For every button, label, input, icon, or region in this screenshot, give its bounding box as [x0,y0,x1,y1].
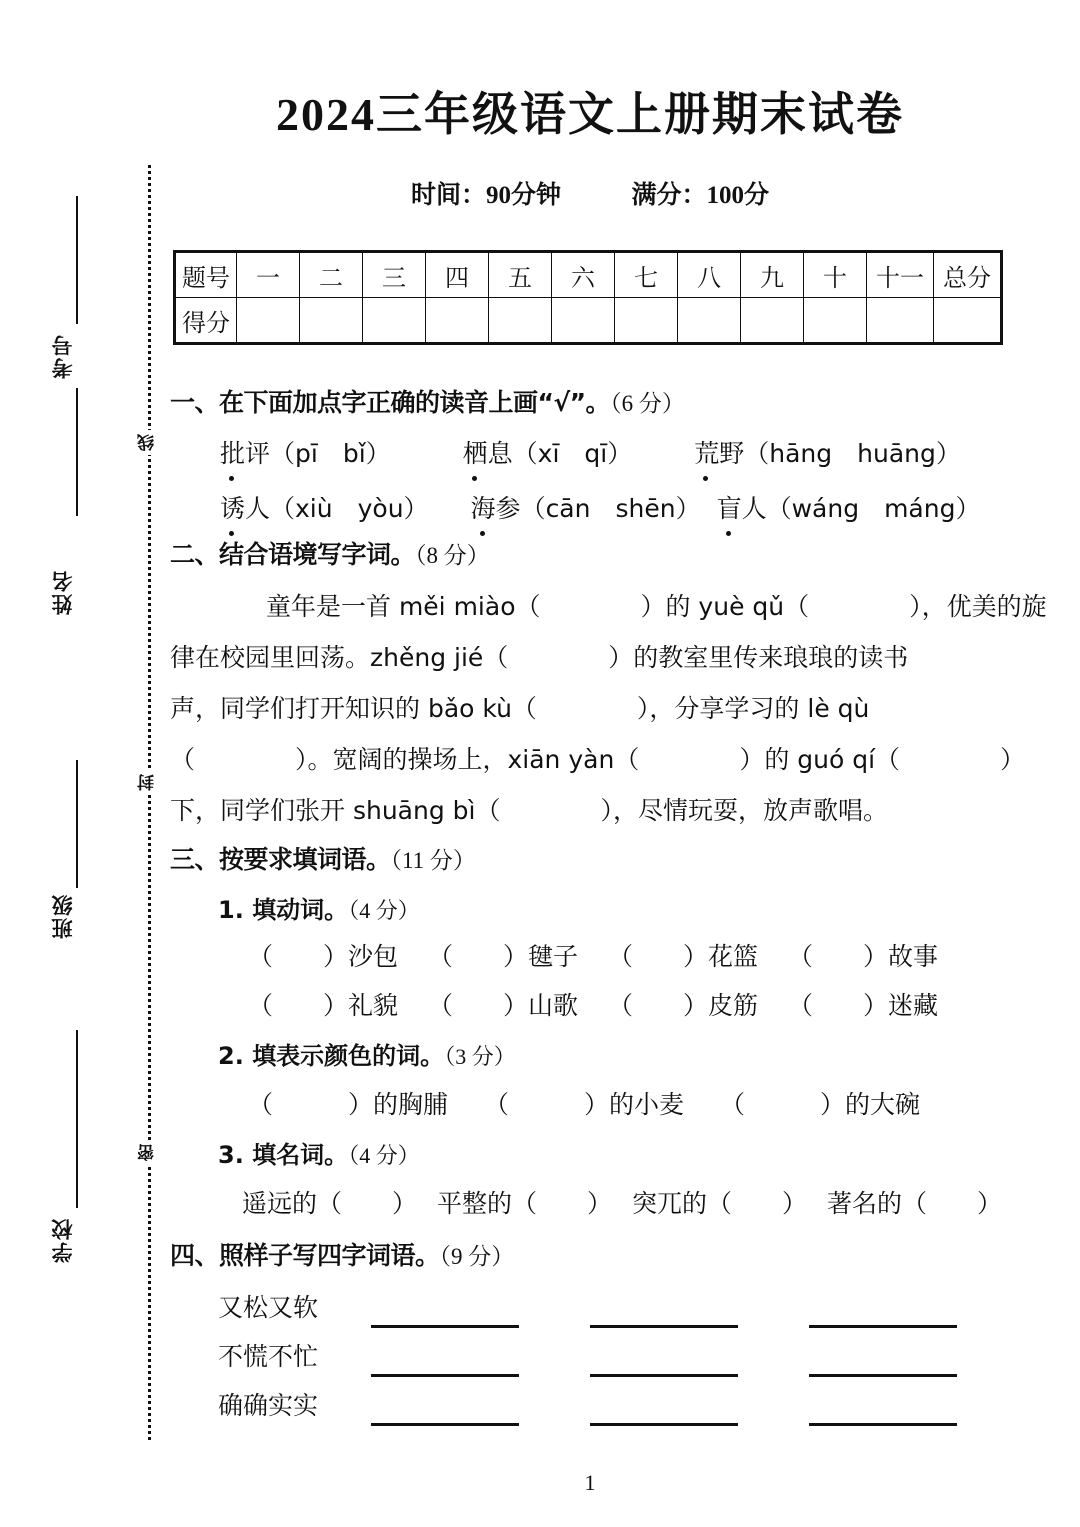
score-table-col-10: 十 [804,252,867,298]
pinyin-options-6[interactable]: （wáng máng） [766,494,981,523]
four-char-blank-2-2[interactable] [590,1374,738,1377]
seal-rule-kaohao [76,196,78,324]
color-blank-2[interactable]: （ ）的小麦 [484,1090,685,1119]
score-cell-8[interactable] [678,298,741,344]
verb-blank-1[interactable]: （ ）沙包 [248,942,399,971]
seal-rule-banji [76,760,78,888]
score-table-col-total: 总分 [934,252,1002,298]
score-table-col-9: 九 [741,252,804,298]
verb-blank-4[interactable]: （ ）故事 [788,942,939,971]
verb-blank-3[interactable]: （ ）花篮 [608,942,759,971]
section-2-paragraph-line-3[interactable]: 声，同学们打开知识的 bǎo kù（ ），分享学习的 lè qù [170,694,870,723]
seal-margin [0,0,170,1527]
section-3-number: 三、 [170,845,220,874]
score-table-col-11: 十一 [867,252,934,298]
subsection-3-2-title: 填表示颜色的词。 [252,1042,445,1070]
section-heading-1 [170,383,685,419]
pinyin-options-3[interactable]: （hāng huāng） [744,439,961,468]
pinyin-word-3: 荒野 [694,434,744,470]
table-row-question-numbers [175,252,1002,298]
noun-blank-3[interactable]: 突兀的（ ） [632,1189,808,1218]
score-cell-5[interactable] [489,298,552,344]
subsection-3-3-number: 3. [218,1141,244,1169]
score-table-col-2: 二 [300,252,363,298]
color-fill-row-1 [248,1085,920,1121]
score-table-row-label-1: 得分 [175,298,237,344]
score-table-col-8: 八 [678,252,741,298]
exam-time-label: 时间：90分钟 [410,182,561,209]
section-heading-4 [170,1236,514,1272]
four-char-sample-1: 又松又软 [218,1293,319,1322]
score-table-col-3: 三 [363,252,426,298]
four-char-blank-1-1[interactable] [371,1325,519,1328]
score-cell-9[interactable] [741,298,804,344]
four-char-blank-1-3[interactable] [809,1325,957,1328]
seal-field-xingming: 姓名 [51,569,75,615]
section-2-paragraph-line-2[interactable]: 律在校园里回荡。zhěng jié（ ）的教室里传来琅琅的读书 [170,643,909,672]
section-1-title: 在下面加点字正确的读音上画“√”。 [219,388,611,417]
score-table-col-4: 四 [426,252,489,298]
table-row-scores [175,298,1002,344]
pinyin-word-2: 栖息 [463,434,513,470]
section-2-number: 二、 [170,540,220,569]
page-title: 2024三年级语文上册期末试卷 [276,89,904,140]
section-3-points: （11 分） [390,848,476,873]
dotted-label-xian: 线 [135,430,167,455]
section-1-number: 一、 [170,388,220,417]
noun-blank-2[interactable]: 平整的（ ） [437,1189,613,1218]
score-table-col-5: 五 [489,252,552,298]
section-2-points: （8 分） [415,543,490,568]
subsection-3-3-points: （4 分） [348,1143,420,1168]
pinyin-options-2[interactable]: （xī qī） [512,439,633,468]
pinyin-word-6: 盲人 [717,489,767,525]
pinyin-options-5[interactable]: （cān shēn） [520,494,701,523]
page-number: 1 [584,1470,596,1495]
score-table-row-label-0: 题号 [175,252,237,298]
seal-rule-xuexiao [76,1030,78,1208]
section-heading-3 [170,840,476,876]
seal-field-banji: 班级 [51,893,75,939]
seal-rule-xingming [76,388,78,516]
verb-fill-row-2 [248,986,938,1022]
section-heading-2 [170,535,490,571]
section-2-title: 结合语境写字词。 [219,540,416,569]
verb-blank-6[interactable]: （ ）山歌 [428,991,579,1020]
score-table-col-1: 一 [237,252,300,298]
noun-blank-4[interactable]: 著名的（ ） [827,1189,1003,1218]
score-cell-11[interactable] [867,298,934,344]
noun-blank-1[interactable]: 遥远的（ ） [242,1189,418,1218]
subsection-3-1-title: 填动词。 [252,896,349,924]
pinyin-options-4[interactable]: （xiù yòu） [270,494,429,523]
four-char-sample-3: 确确实实 [218,1391,319,1420]
verb-blank-8[interactable]: （ ）迷藏 [788,991,939,1020]
pinyin-word-1: 批评 [220,434,270,470]
section-4-number: 四、 [170,1241,220,1270]
score-cell-2[interactable] [300,298,363,344]
subsection-3-1-points: （4 分） [348,898,420,923]
four-char-blank-1-2[interactable] [590,1325,738,1328]
pinyin-row-2 [220,489,980,525]
seal-field-xuexiao: 学校 [51,1217,75,1263]
four-char-blank-3-1[interactable] [371,1423,519,1426]
score-cell-total[interactable] [934,298,1002,344]
noun-fill-row-1 [242,1184,1002,1220]
subsection-3-3-title: 填名词。 [252,1141,349,1169]
section-3-title: 按要求填词语。 [219,845,391,874]
section-2-paragraph-line-1[interactable]: 童年是一首 měi miào（ ）的 yuè qǔ（ ），优美的旋 [266,592,1047,621]
verb-blank-2[interactable]: （ ）毽子 [428,942,579,971]
section-2-paragraph-line-5[interactable]: 下，同学们张开 shuāng bì（ ），尽情玩耍，放声歌唱。 [170,796,888,825]
exam-total-label: 满分：100分 [631,182,770,209]
dotted-label-feng: 封 [135,770,167,795]
subsection-heading-3-2 [218,1036,516,1071]
score-cell-4[interactable] [426,298,489,344]
section-4-points: （9 分） [439,1244,515,1269]
subsection-heading-3-3 [218,1135,420,1170]
verb-fill-row-1 [248,937,938,973]
subsection-heading-3-1 [218,890,420,925]
four-char-blank-2-3[interactable] [809,1374,957,1377]
four-char-blank-3-3[interactable] [809,1423,957,1426]
dotted-label-mi: 密 [135,1140,167,1165]
seal-dotted-line [148,165,151,1440]
pinyin-word-4: 诱人 [220,489,270,525]
color-blank-3[interactable]: （ ）的大碗 [720,1090,921,1119]
subsection-3-2-points: （3 分） [444,1044,516,1069]
exam-meta [170,175,1010,211]
score-table-col-7: 七 [615,252,678,298]
verb-blank-7[interactable]: （ ）皮筋 [608,991,759,1020]
four-char-blank-3-2[interactable] [590,1423,738,1426]
section-4-title: 照样子写四字词语。 [219,1241,440,1270]
score-cell-10[interactable] [804,298,867,344]
score-cell-6[interactable] [552,298,615,344]
verb-blank-5[interactable]: （ ）礼貌 [248,991,399,1020]
four-char-sample-2: 不慌不忙 [218,1342,319,1371]
pinyin-row-1 [220,434,961,470]
subsection-3-1-number: 1. [218,896,244,924]
score-table [173,250,1003,345]
score-cell-1[interactable] [237,298,300,344]
color-blank-1[interactable]: （ ）的胸脯 [248,1090,449,1119]
score-cell-3[interactable] [363,298,426,344]
score-table-col-6: 六 [552,252,615,298]
pinyin-word-5: 海参 [471,489,521,525]
section-1-points: （6 分） [610,391,685,416]
score-cell-7[interactable] [615,298,678,344]
pinyin-options-1[interactable]: （pī bǐ） [270,439,391,468]
seal-field-kaohao: 考号 [51,333,75,379]
exam-sheet [170,0,1050,1527]
section-2-paragraph-line-4[interactable]: （ ）。宽阔的操场上，xiān yàn（ ）的 guó qí（ ） [170,745,1026,774]
subsection-3-2-number: 2. [218,1042,244,1070]
four-char-blank-2-1[interactable] [371,1374,519,1377]
